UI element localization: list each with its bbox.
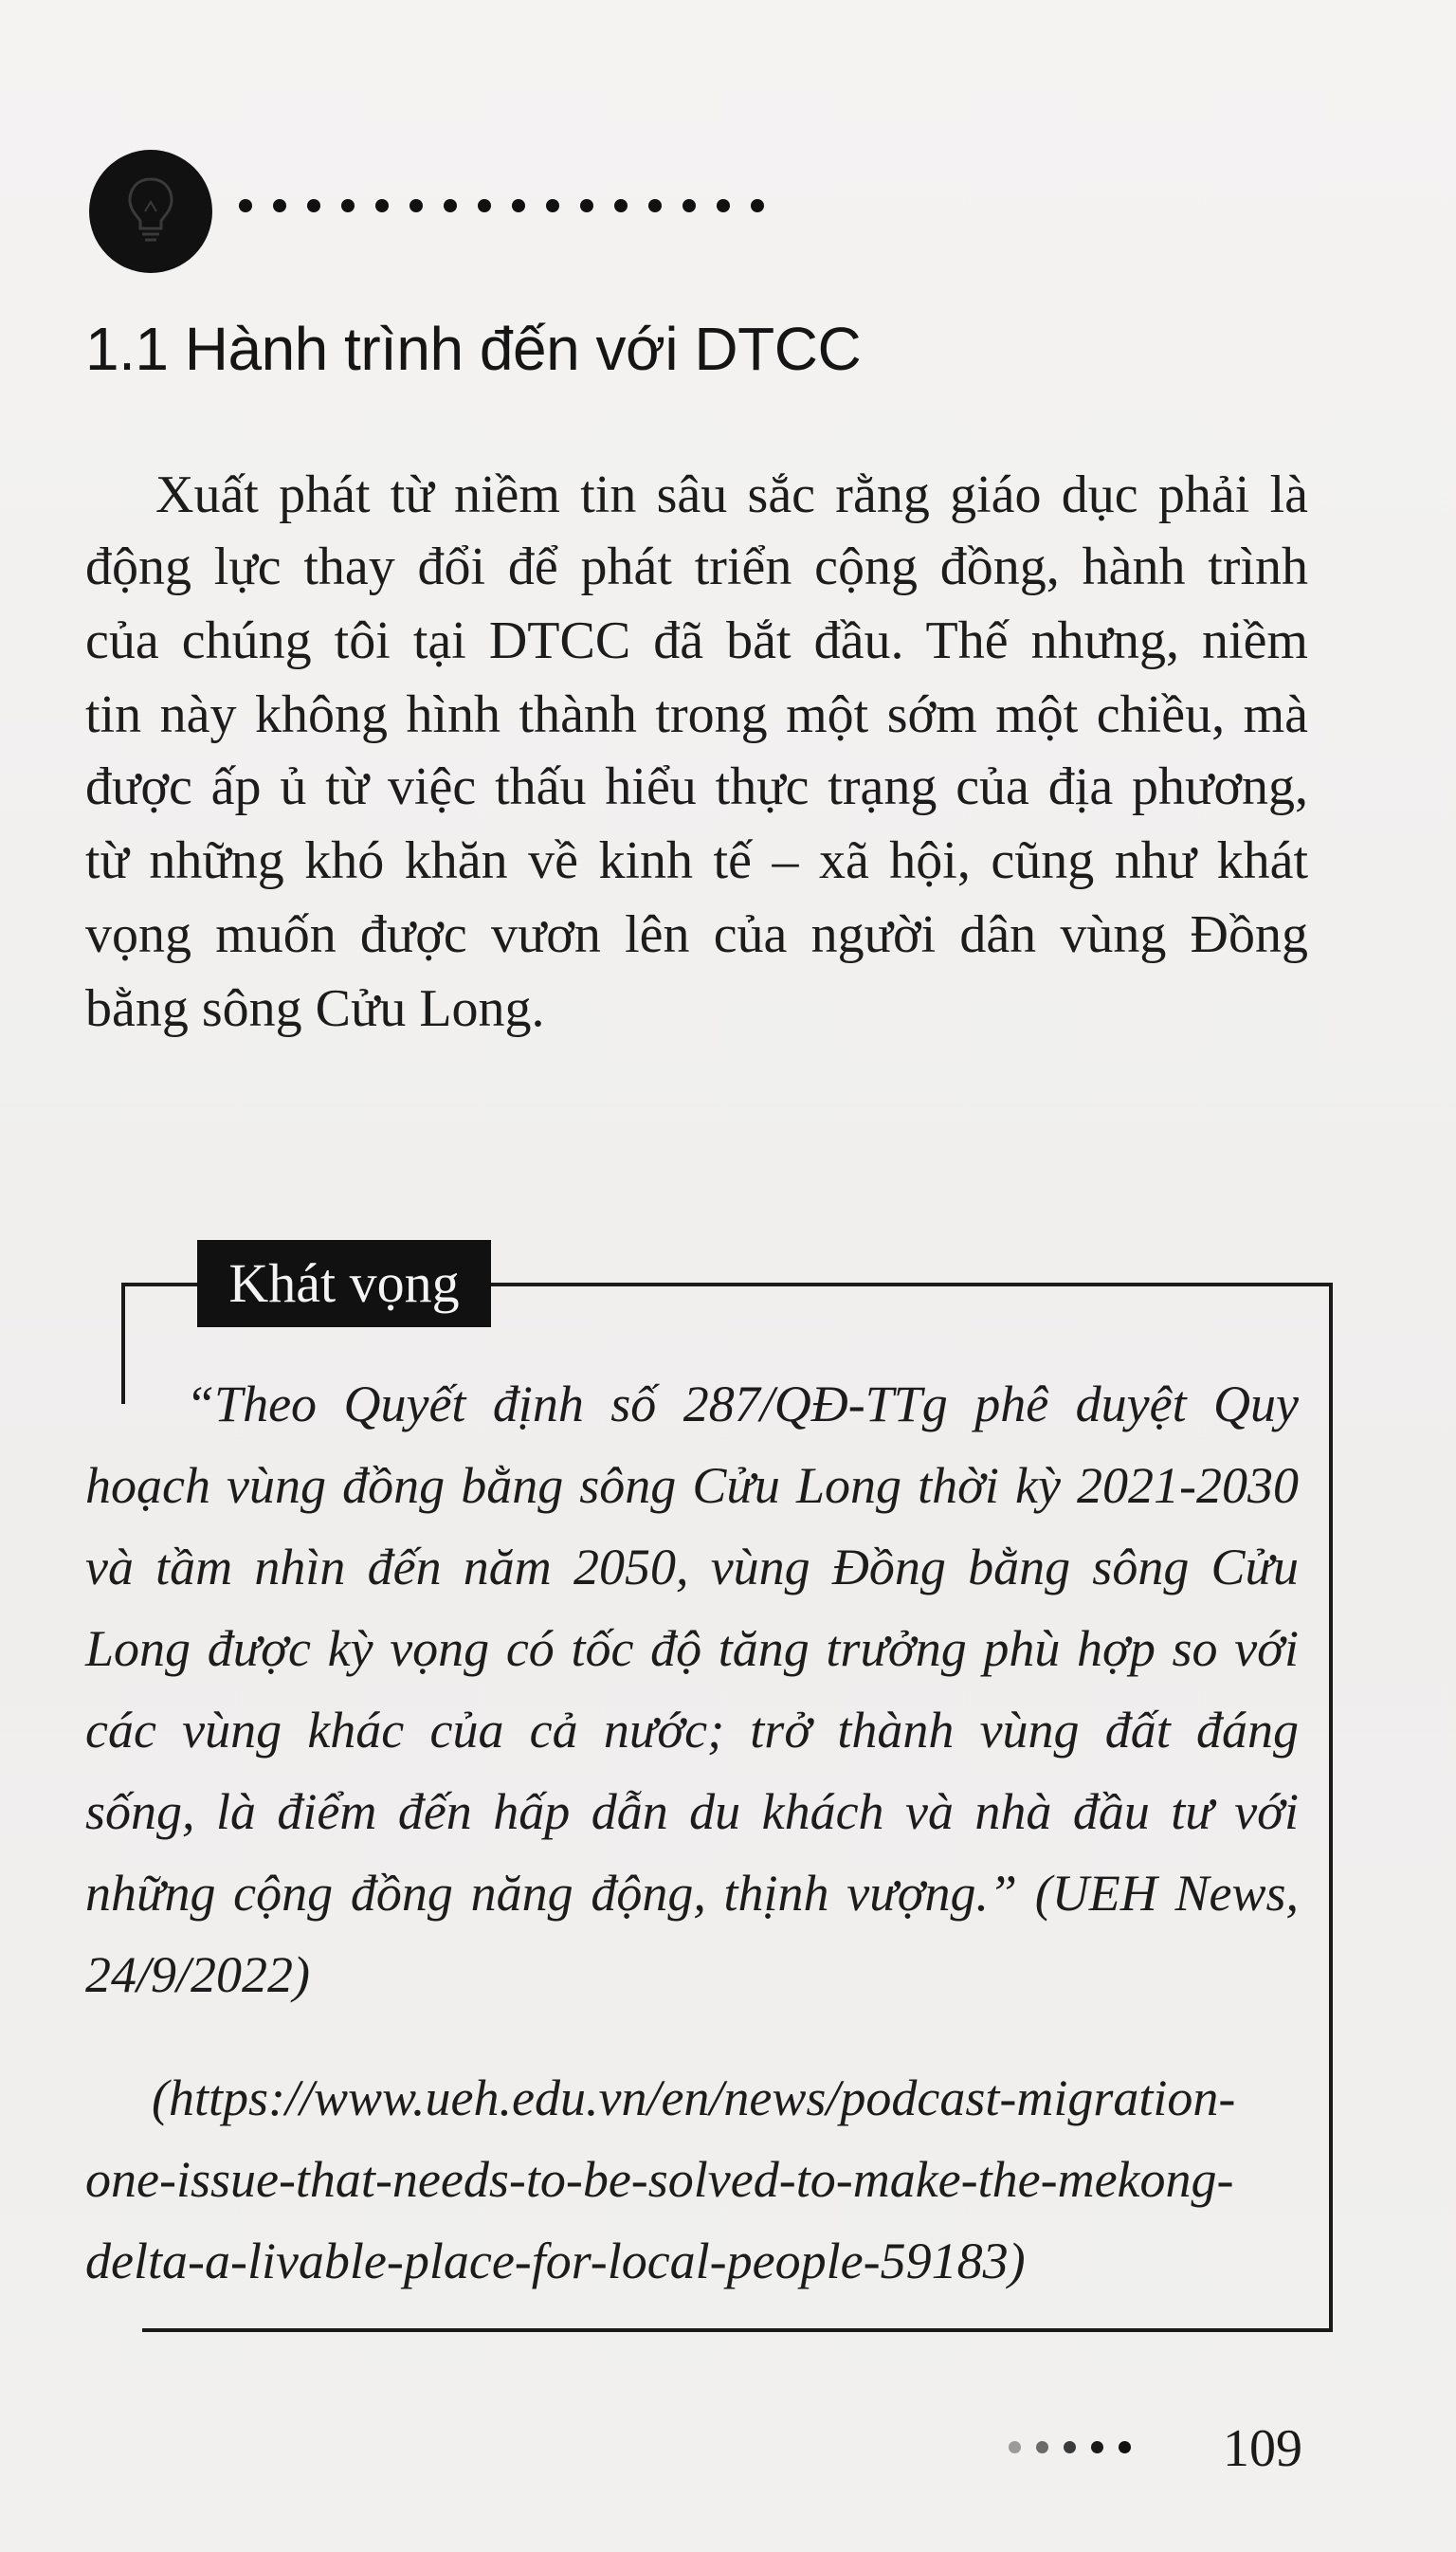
header-dot-row xyxy=(239,199,764,212)
quote-line: “Theo Quyết định số 287/QĐ-TTg phê duyệt Quy xyxy=(186,1376,1299,1432)
footer-dot xyxy=(1091,2441,1103,2453)
header-dot xyxy=(273,199,286,212)
header-dot xyxy=(478,199,491,212)
section-heading: 1.1 Hành trình đến với DTCC xyxy=(85,315,862,383)
paragraph-line: được ấp ủ từ việc thấu hiểu thực trạng của địa phương, xyxy=(85,757,1308,816)
header-dot xyxy=(307,199,320,212)
source-line: one-issue-that-needs-to-be-solved-to-make-the-mekong- xyxy=(85,2151,1234,2208)
paragraph-line: động lực thay đổi để phát triển cộng đồng, hành trình xyxy=(85,538,1308,596)
header-dot xyxy=(512,199,525,212)
header-dot xyxy=(648,199,662,212)
quote-line: 24/9/2022) xyxy=(85,1946,310,2003)
lightbulb-icon xyxy=(89,150,212,273)
header-dot xyxy=(614,199,628,212)
header-dot xyxy=(341,199,355,212)
footer-dot xyxy=(1064,2441,1076,2453)
quote-line: sống, là điểm đến hấp dẫn du khách và nhà đầu tư với xyxy=(85,1783,1299,1840)
header-dot xyxy=(580,199,593,212)
paragraph-line: Xuất phát từ niềm tin sâu sắc rằng giáo dục phải là xyxy=(155,465,1308,524)
footer-dot xyxy=(1119,2441,1131,2453)
header-dot xyxy=(375,199,389,212)
quote-line: hoạch vùng đồng bằng sông Cửu Long thời kỳ 2021-2030 xyxy=(85,1457,1299,1514)
quote-line: và tầm nhìn đến năm 2050, vùng Đồng bằng sông Cửu xyxy=(85,1539,1299,1595)
header-dot xyxy=(682,199,696,212)
paragraph-line: tin này không hình thành trong một sớm một chiều, mà xyxy=(85,685,1308,744)
source-line: (https://www.ueh.edu.vn/en/news/podcast-migration- xyxy=(152,2069,1236,2126)
box-border-left xyxy=(121,1283,125,1404)
box-border-right xyxy=(1329,1283,1333,2331)
header-dot xyxy=(546,199,559,212)
footer-dot-row xyxy=(1009,2441,1131,2453)
paragraph-line: vọng muốn được vươn lên của người dân vùng Đồng xyxy=(85,905,1308,964)
quote-line: những cộng đồng năng động, thịnh vượng.” (UEH News, xyxy=(85,1865,1299,1922)
box-border-bottom xyxy=(142,2328,1333,2332)
paragraph-line: bằng sông Cửu Long. xyxy=(85,979,545,1038)
header-dot xyxy=(751,199,764,212)
quote-line: Long được kỳ vọng có tốc độ tăng trưởng phù hợp so với xyxy=(85,1620,1299,1677)
header-dot xyxy=(717,199,730,212)
page-number: 109 xyxy=(1223,2419,1302,2478)
header-dot xyxy=(239,199,252,212)
source-line: delta-a-livable-place-for-local-people-59183) xyxy=(85,2233,1026,2289)
header-dot xyxy=(444,199,457,212)
header-dot xyxy=(410,199,423,212)
paragraph-line: của chúng tôi tại DTCC đã bắt đầu. Thế nhưng, niềm xyxy=(85,611,1308,670)
box-label: Khát vọng xyxy=(197,1240,491,1327)
footer-dot xyxy=(1009,2441,1021,2453)
lightbulb-glyph xyxy=(122,173,179,249)
paragraph-line: từ những khó khăn về kinh tế – xã hội, cũng như khát xyxy=(85,831,1308,890)
quote-line: các vùng khác của cả nước; trở thành vùng đất đáng xyxy=(85,1702,1299,1759)
footer-dot xyxy=(1036,2441,1048,2453)
